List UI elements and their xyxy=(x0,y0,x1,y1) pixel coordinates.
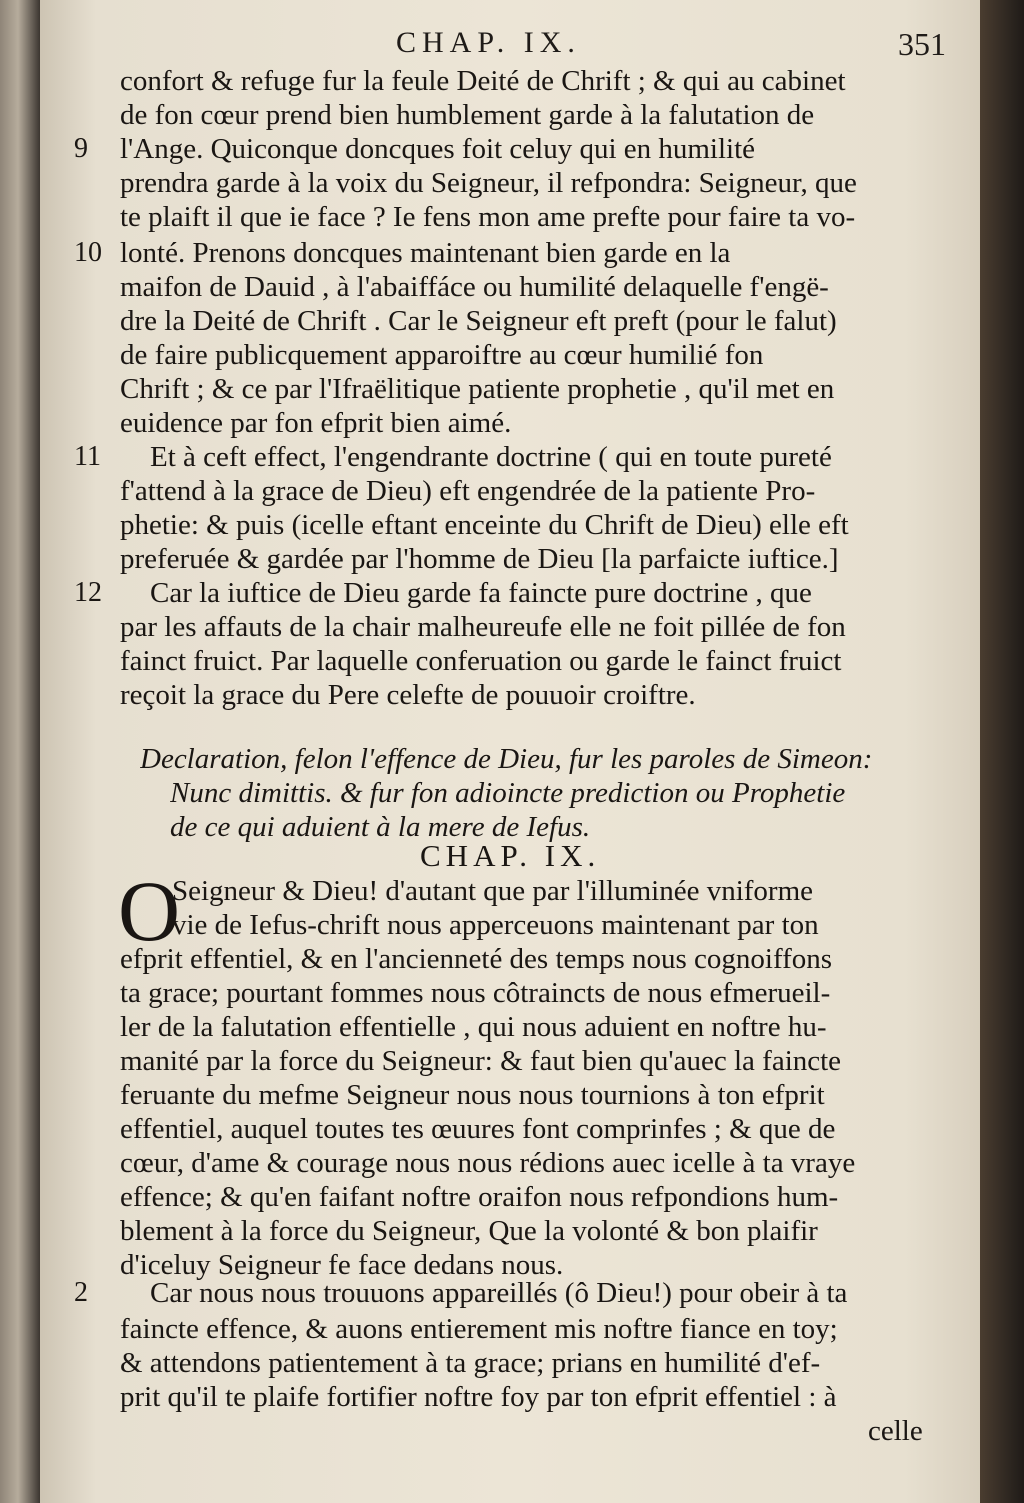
text-line: confort & refuge fur la feule Deité de Chrift ; & qui au cabinet xyxy=(120,65,846,97)
text-line: te plaift il que ie face ? Ie fens mon ame prefte pour faire ta vo- xyxy=(120,201,856,233)
book-page xyxy=(40,0,980,1503)
text-line: feruante du mefme Seigneur nous nous tournions à ton efprit xyxy=(120,1079,825,1111)
text-line: manité par la force du Seigneur: & faut bien qu'auec la faincte xyxy=(120,1045,842,1077)
verse-number: 11 xyxy=(74,441,101,472)
text-line: d'iceluy Seigneur fe face dedans nous. xyxy=(120,1249,564,1281)
text-line: ler de la falutation effentielle , qui nous aduient en noftre hu- xyxy=(120,1011,827,1043)
chapter-title: CHAP. IX. xyxy=(420,838,601,873)
catchword: celle xyxy=(868,1415,923,1447)
text-line: Seigneur & Dieu! d'autant que par l'illuminée vniforme xyxy=(172,875,814,907)
text-line: & attendons patientement à ta grace; prians en humilité d'ef- xyxy=(120,1347,821,1379)
drop-cap: O xyxy=(118,863,181,959)
text-line: Car nous nous trouuons appareillés (ô Dieu!) pour obeir à ta xyxy=(150,1277,848,1309)
text-line: f'attend à la grace de Dieu) eft engendrée de la patiente Pro- xyxy=(120,475,816,507)
text-line: prit qu'il te plaife fortifier noftre foy par ton efprit effentiel : à xyxy=(120,1381,837,1413)
text-line: blement à la force du Seigneur, Que la volonté & bon plaifir xyxy=(120,1215,818,1247)
text-line: euidence par fon efprit bien aimé. xyxy=(120,407,512,439)
text-line: fainct fruict. Par laquelle conferuation ou garde le fainct fruict xyxy=(120,645,842,677)
text-line: effentiel, auquel toutes tes œuures font comprinfes ; & que de xyxy=(120,1113,836,1145)
text-line: par les affauts de la chair malheureufe elle ne foit pillée de fon xyxy=(120,611,846,643)
declaration-line: Nunc dimittis. & fur fon adioincte prediction ou Prophetie xyxy=(170,777,846,809)
text-line: dre la Deité de Chrift . Car le Seigneur eft preft (pour le falut) xyxy=(120,305,837,337)
previous-page-edge xyxy=(0,0,40,1503)
verse-number: 12 xyxy=(74,577,102,608)
declaration-line: Declaration, felon l'effence de Dieu, fur les paroles de Simeon: xyxy=(140,743,873,775)
text-line: reçoit la grace du Pere celefte de pouuoir croiftre. xyxy=(120,679,696,711)
text-line: effence; & qu'en faifant noftre oraifon nous refpondions hum- xyxy=(120,1181,839,1213)
text-line: Et à ceft effect, l'engendrante doctrine ( qui en toute pureté xyxy=(150,441,832,473)
text-line: cœur, d'ame & courage nous nous rédions auec icelle à ta vraye xyxy=(120,1147,856,1179)
text-line: phetie: & puis (icelle eftant enceinte du Chrift de Dieu) elle eft xyxy=(120,509,849,541)
running-head: CHAP. IX. xyxy=(396,26,581,59)
text-line: preferuée & gardée par l'homme de Dieu [la parfaicte iuftice.] xyxy=(120,543,839,575)
text-line: maifon de Dauid , à l'abaiffáce ou humilité delaquelle f'engë- xyxy=(120,271,829,303)
verse-number: 9 xyxy=(74,133,88,164)
text-line: vie de Iefus-chrift nous apperceuons maintenant par ton xyxy=(172,909,819,941)
verse-number: 2 xyxy=(74,1277,88,1308)
text-line: efprit effentiel, & en l'ancienneté des temps nous cognoiffons xyxy=(120,943,833,975)
declaration-line: de ce qui aduient à la mere de Iefus. xyxy=(170,811,591,843)
text-line: prendra garde à la voix du Seigneur, il refpondra: Seigneur, que xyxy=(120,167,857,199)
text-line: faincte effence, & auons entierement mis noftre fiance en toy; xyxy=(120,1313,838,1345)
text-line: lonté. Prenons doncques maintenant bien garde en la xyxy=(120,237,731,269)
folio-number: 351 xyxy=(898,26,946,62)
text-line: Chrift ; & ce par l'Ifraëlitique patiente prophetie , qu'il met en xyxy=(120,373,835,405)
text-line: ta grace; pourtant fommes nous côtraincts de nous efmerueil- xyxy=(120,977,831,1009)
verse-number: 10 xyxy=(74,237,102,268)
text-line: l'Ange. Quiconque doncques foit celuy qui en humilité xyxy=(120,133,756,165)
text-line: de faire publicquement apparoiftre au cœur humilié fon xyxy=(120,339,764,371)
text-line: de fon cœur prend bien humblement garde à la falutation de xyxy=(120,99,815,131)
text-line: Car la iuftice de Dieu garde fa faincte pure doctrine , que xyxy=(150,577,812,609)
